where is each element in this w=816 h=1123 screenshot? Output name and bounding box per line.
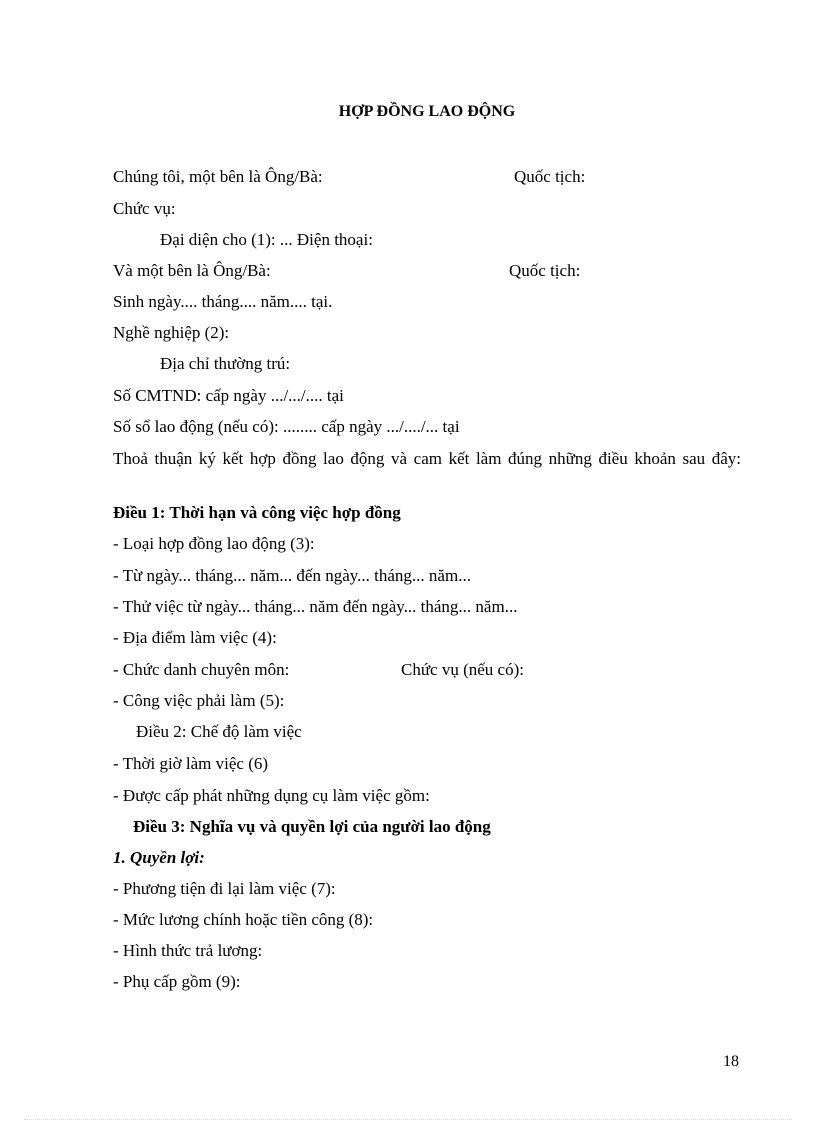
page-bottom-divider: [24, 1119, 792, 1120]
occupation-line: Nghề nghiệp (2):: [113, 323, 230, 342]
party1-label: Chúng tôi, một bên là Ông/Bà:: [113, 167, 323, 186]
party2-line: Và một bên là Ông/Bà:: [113, 261, 271, 280]
transport-line: - Phương tiện đi lại làm việc (7):: [113, 879, 336, 898]
job-position-line: Chức vụ (nếu có):: [401, 660, 524, 679]
job-title-line: - Chức danh chuyên môn:: [113, 660, 290, 679]
party1-line: [113, 167, 323, 187]
from-date-line: - Từ ngày... tháng... năm... đến ngày... tháng... năm...: [113, 566, 471, 585]
page-number: 18: [723, 1053, 739, 1070]
salary-line: - Mức lương chính hoặc tiền công (8):: [113, 910, 374, 929]
workplace-line: - Địa điểm làm việc (4):: [113, 628, 277, 647]
rights-heading: 1. Quyền lợi:: [113, 848, 205, 867]
article2-heading: Điều 2: Chế độ làm việc: [136, 722, 302, 741]
article3-heading: Điều 3: Nghĩa vụ và quyền lợi của người lao động: [133, 817, 491, 836]
duties-line: - Công việc phải làm (5):: [113, 691, 285, 710]
id-card-line: Số CMTND: cấp ngày .../.../.... tại: [113, 386, 344, 405]
probation-line: - Thử việc từ ngày... tháng... năm đến ngày... tháng... năm...: [113, 597, 518, 616]
allowances-line: - Phụ cấp gồm (9):: [113, 972, 241, 991]
page-title: HỢP ĐỒNG LAO ĐỘNG: [338, 103, 516, 120]
party1-nationality: Quốc tịch:: [514, 167, 586, 186]
equipment-line: - Được cấp phát những dụng cụ làm việc gồm:: [113, 786, 430, 805]
address-line: Địa chỉ thường trú:: [160, 354, 291, 373]
labor-book-line: Số sổ lao động (nếu có): ........ cấp ngày .../..../... tại: [113, 417, 460, 436]
agreement-paragraph: Thoả thuận ký kết hợp đồng lao động và cam kết làm đúng những điều khoản sau đây:: [113, 449, 741, 468]
article1-heading: Điều 1: Thời hạn và công việc hợp đồng: [113, 503, 401, 522]
represent-line: Đại diện cho (1): ... Điện thoại:: [160, 230, 373, 249]
payment-method-line: - Hình thức trả lương:: [113, 941, 263, 960]
working-hours-line: - Thời giờ làm việc (6): [113, 754, 269, 773]
birth-line: Sinh ngày.... tháng.... năm.... tại.: [113, 292, 333, 311]
contract-type-line: - Loại hợp đồng lao động (3):: [113, 534, 315, 553]
position-line: Chức vụ:: [113, 199, 176, 218]
party2-nationality: Quốc tịch:: [509, 261, 581, 280]
